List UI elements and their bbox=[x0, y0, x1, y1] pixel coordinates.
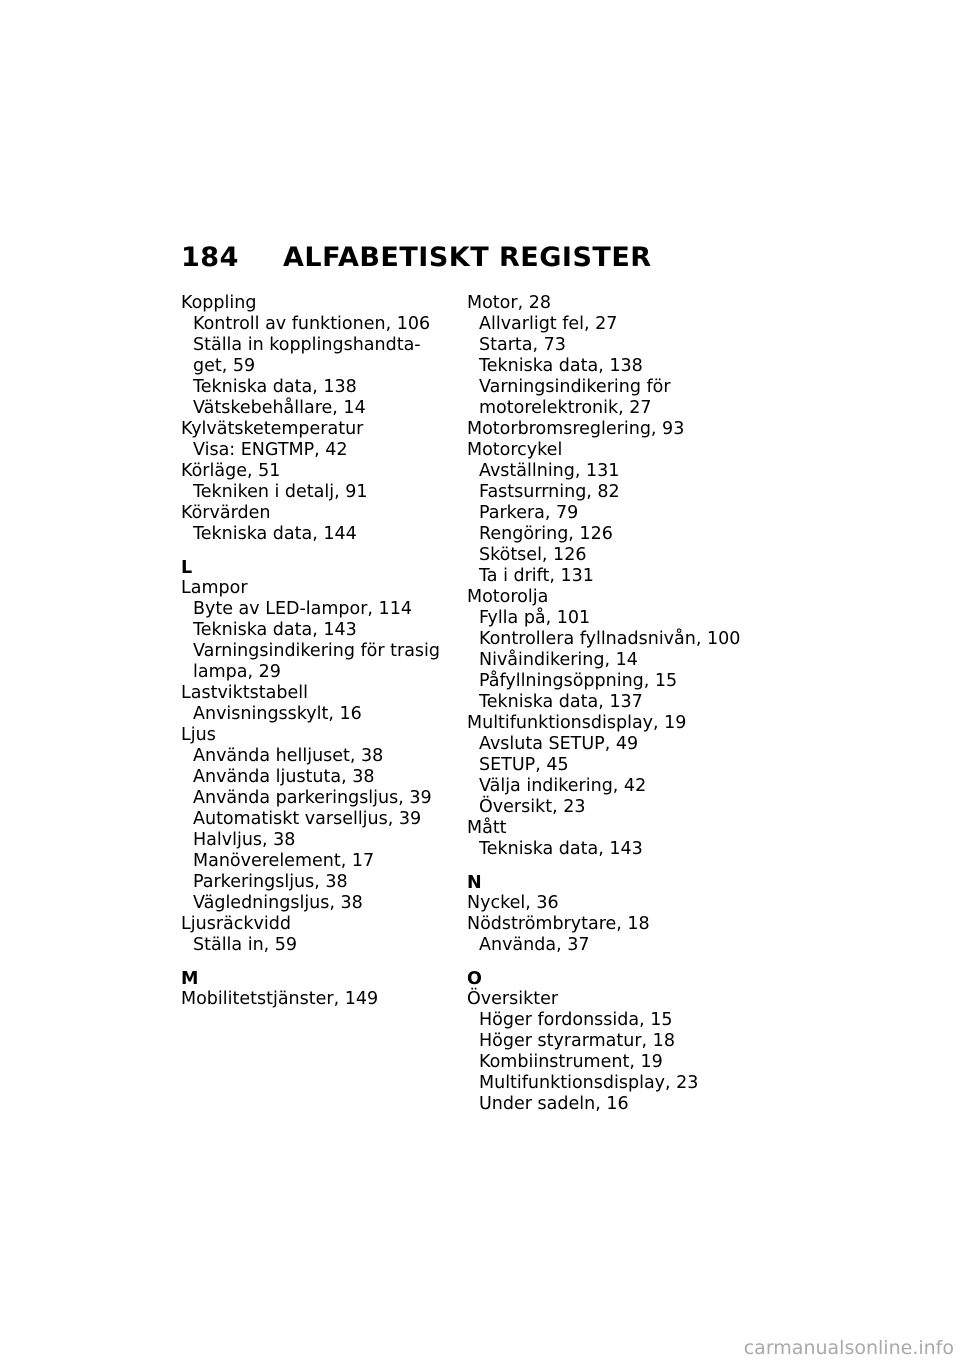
index-subentry: get, 59 bbox=[193, 356, 256, 376]
index-subentry: Ställa in kopplingshandta- bbox=[193, 335, 421, 355]
index-subentry: Kontroll av funktionen, 106 bbox=[193, 314, 431, 334]
index-entry: Mått bbox=[467, 818, 507, 838]
index-subentry: Tekniska data, 138 bbox=[193, 377, 357, 397]
index-entry: Översikter bbox=[467, 989, 559, 1009]
page-number: 184 bbox=[181, 242, 239, 273]
index-subentry: Vägledningsljus, 38 bbox=[193, 893, 363, 913]
index-subentry: Ställa in, 59 bbox=[193, 935, 298, 955]
index-entry: Lampor bbox=[181, 578, 248, 598]
page-header bbox=[181, 242, 652, 273]
index-subentry: Tekniska data, 143 bbox=[479, 839, 643, 859]
index-entry: Lastviktstabell bbox=[181, 683, 308, 703]
index-subentry: Fastsurrning, 82 bbox=[479, 482, 620, 502]
index-letter-heading: L bbox=[181, 558, 193, 578]
index-subentry: Skötsel, 126 bbox=[479, 545, 587, 565]
index-subentry: Anvisningsskylt, 16 bbox=[193, 704, 362, 724]
index-subentry: SETUP, 45 bbox=[479, 755, 569, 775]
index-entry: Kylvätsketemperatur bbox=[181, 419, 364, 439]
index-subentry: Fylla på, 101 bbox=[479, 608, 591, 628]
index-subentry: Under sadeln, 16 bbox=[479, 1094, 629, 1114]
index-letter-heading: M bbox=[181, 969, 199, 989]
index-subentry: Allvarligt fel, 27 bbox=[479, 314, 618, 334]
index-entry: Nyckel, 36 bbox=[467, 893, 559, 913]
index-letter-heading: O bbox=[467, 969, 482, 989]
index-column-right bbox=[467, 293, 757, 1115]
index-subentry: Använda parkeringsljus, 39 bbox=[193, 788, 432, 808]
index-subentry: Parkeringsljus, 38 bbox=[193, 872, 348, 892]
index-entry: Mobilitetstjänster, 149 bbox=[181, 989, 379, 1009]
index-subentry: Kombiinstrument, 19 bbox=[479, 1052, 663, 1072]
index-subentry: Avställning, 131 bbox=[479, 461, 620, 481]
index-subentry: Manöverelement, 17 bbox=[193, 851, 375, 871]
index-entry: Körvärden bbox=[181, 503, 271, 523]
index-subentry: Varningsindikering för bbox=[479, 377, 671, 397]
index-subentry: Automatiskt varselljus, 39 bbox=[193, 809, 422, 829]
index-subentry: Starta, 73 bbox=[479, 335, 566, 355]
index-entry: Motorolja bbox=[467, 587, 549, 607]
index-subentry: Tekniska data, 137 bbox=[479, 692, 643, 712]
index-subentry: motorelektronik, 27 bbox=[479, 398, 652, 418]
index-subentry: Använda, 37 bbox=[479, 935, 590, 955]
page-title: ALFABETISKT REGISTER bbox=[283, 242, 652, 273]
index-subentry: Tekniska data, 143 bbox=[193, 620, 357, 640]
index-subentry: Varningsindikering för trasig bbox=[193, 641, 441, 661]
index-subentry: Ta i drift, 131 bbox=[479, 566, 594, 586]
index-subentry: Kontrollera fyllnadsnivån, 100 bbox=[479, 629, 741, 649]
index-subentry: Använda helljuset, 38 bbox=[193, 746, 384, 766]
index-subentry: Tekniska data, 138 bbox=[479, 356, 643, 376]
index-entry: Nödströmbrytare, 18 bbox=[467, 914, 650, 934]
index-subentry: Höger fordonssida, 15 bbox=[479, 1010, 673, 1030]
index-entry: Motorbromsreglering, 93 bbox=[467, 419, 685, 439]
index-entry: Ljus bbox=[181, 725, 216, 745]
index-entry: Motorcykel bbox=[467, 440, 563, 460]
index-subentry: Använda ljustuta, 38 bbox=[193, 767, 375, 787]
index-subentry: Tekniska data, 144 bbox=[193, 524, 357, 544]
index-subentry: Vätskebehållare, 14 bbox=[193, 398, 366, 418]
index-subentry: Parkera, 79 bbox=[479, 503, 579, 523]
index-subentry: Byte av LED-lampor, 114 bbox=[193, 599, 412, 619]
index-subentry: Multifunktionsdisplay, 23 bbox=[479, 1073, 699, 1093]
index-entry: Motor, 28 bbox=[467, 293, 551, 313]
index-entry: Ljusräckvidd bbox=[181, 914, 291, 934]
index-subentry: Avsluta SETUP, 49 bbox=[479, 734, 639, 754]
index-entry: Multifunktionsdisplay, 19 bbox=[467, 713, 687, 733]
index-entry: Körläge, 51 bbox=[181, 461, 281, 481]
index-subentry: Välja indikering, 42 bbox=[479, 776, 647, 796]
index-subentry: Påfyllningsöppning, 15 bbox=[479, 671, 678, 691]
index-subentry: Översikt, 23 bbox=[479, 797, 586, 817]
index-column-left bbox=[181, 293, 451, 1010]
index-subentry: Halvljus, 38 bbox=[193, 830, 296, 850]
index-subentry: Visa: ENGTMP, 42 bbox=[193, 440, 348, 460]
index-subentry: lampa, 29 bbox=[193, 662, 281, 682]
index-entry: Koppling bbox=[181, 293, 257, 313]
index-subentry: Nivåindikering, 14 bbox=[479, 650, 638, 670]
index-subentry: Rengöring, 126 bbox=[479, 524, 613, 544]
watermark: carmanualsonline.info bbox=[743, 1337, 954, 1359]
index-subentry: Höger styrarmatur, 18 bbox=[479, 1031, 675, 1051]
index-letter-heading: N bbox=[467, 873, 482, 893]
index-subentry: Tekniken i detalj, 91 bbox=[193, 482, 368, 502]
